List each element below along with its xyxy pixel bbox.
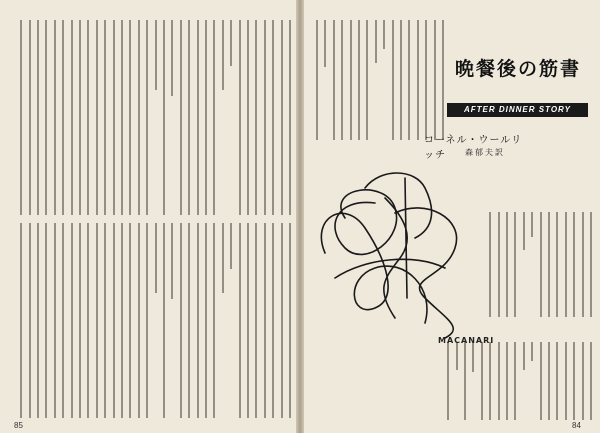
text-line	[247, 223, 249, 418]
text-line	[62, 223, 64, 418]
right-page-number: 84	[572, 421, 581, 430]
text-line	[400, 20, 402, 140]
text-line	[230, 223, 232, 269]
text-line	[121, 20, 123, 215]
text-line	[341, 20, 343, 140]
text-line	[222, 223, 224, 293]
text-line	[96, 223, 98, 418]
text-line	[155, 223, 157, 293]
text-line	[489, 212, 491, 317]
text-line	[506, 342, 508, 420]
text-line	[146, 223, 148, 418]
text-line	[434, 20, 436, 140]
right-page-lower-text-block	[444, 342, 594, 420]
text-line	[213, 223, 215, 418]
text-line	[45, 223, 47, 418]
text-line	[281, 20, 283, 215]
text-line	[129, 223, 131, 418]
text-line	[113, 20, 115, 215]
text-line	[523, 342, 525, 370]
text-line	[456, 342, 458, 370]
text-line	[392, 20, 394, 140]
text-line	[37, 223, 39, 418]
text-line	[548, 342, 550, 420]
line-drawing-illustration	[305, 158, 475, 343]
text-line	[565, 342, 567, 420]
text-line	[540, 342, 542, 420]
text-line	[20, 20, 22, 215]
text-line	[514, 212, 516, 317]
text-line	[188, 223, 190, 418]
text-line	[197, 223, 199, 418]
right-page-middle-text-block	[484, 212, 594, 317]
text-line	[481, 342, 483, 420]
text-line	[264, 223, 266, 418]
text-line	[71, 223, 73, 418]
text-line	[87, 223, 89, 418]
book-gutter	[296, 0, 304, 433]
text-line	[71, 20, 73, 215]
text-line	[442, 20, 444, 140]
text-line	[205, 20, 207, 215]
text-line	[565, 212, 567, 317]
text-line	[255, 20, 257, 215]
text-line	[540, 212, 542, 317]
text-line	[582, 342, 584, 420]
text-line	[255, 223, 257, 418]
text-line	[180, 20, 182, 215]
text-line	[155, 20, 157, 90]
text-line	[239, 223, 241, 418]
left-page	[0, 0, 296, 433]
text-line	[230, 20, 232, 66]
text-line	[146, 20, 148, 215]
text-line	[222, 20, 224, 90]
text-line	[29, 223, 31, 418]
text-line	[121, 223, 123, 418]
story-subtitle-english: AFTER DINNER STORY	[463, 105, 572, 114]
text-line	[590, 342, 592, 420]
text-line	[531, 342, 533, 361]
text-line	[425, 20, 427, 140]
text-line	[506, 212, 508, 317]
text-line	[205, 223, 207, 418]
author-name: コーネル・ウールリッチ	[424, 135, 523, 161]
text-line	[498, 342, 500, 420]
text-line	[62, 20, 64, 215]
text-line	[87, 20, 89, 215]
text-line	[489, 342, 491, 420]
text-line	[350, 20, 352, 140]
text-line	[556, 342, 558, 420]
text-line	[37, 20, 39, 215]
text-line	[247, 20, 249, 215]
text-line	[324, 20, 326, 67]
text-line	[54, 223, 56, 418]
text-line	[573, 342, 575, 420]
text-line	[447, 342, 449, 420]
text-line	[171, 20, 173, 96]
text-line	[531, 212, 533, 237]
text-line	[138, 20, 140, 215]
text-line	[213, 20, 215, 215]
text-line	[188, 20, 190, 215]
text-line	[383, 20, 385, 49]
text-line	[375, 20, 377, 63]
text-line	[316, 20, 318, 140]
text-line	[197, 20, 199, 215]
text-line	[498, 212, 500, 317]
text-line	[129, 20, 131, 215]
text-line	[548, 212, 550, 317]
story-title: 晩餐後の筋書	[454, 58, 581, 80]
text-line	[358, 20, 360, 140]
text-line	[366, 20, 368, 140]
text-line	[138, 223, 140, 418]
text-line	[113, 223, 115, 418]
text-line	[79, 20, 81, 215]
text-line	[264, 20, 266, 215]
text-line	[573, 212, 575, 317]
text-line	[289, 20, 291, 215]
text-line	[523, 212, 525, 250]
text-line	[163, 223, 165, 418]
text-line	[104, 223, 106, 418]
text-line	[556, 212, 558, 317]
text-line	[163, 20, 165, 215]
text-line	[29, 20, 31, 215]
text-line	[272, 223, 274, 418]
text-line	[171, 223, 173, 299]
text-line	[104, 20, 106, 215]
text-line	[333, 20, 335, 140]
text-line	[96, 20, 98, 215]
text-line	[417, 20, 419, 140]
text-line	[281, 223, 283, 418]
text-line	[180, 223, 182, 418]
text-line	[79, 223, 81, 418]
text-line	[239, 20, 241, 215]
text-line	[464, 342, 466, 420]
text-line	[582, 212, 584, 317]
left-page-lower-text-block	[18, 223, 293, 418]
text-line	[472, 342, 474, 372]
left-page-upper-text-block	[18, 20, 293, 215]
left-page-number: 85	[14, 421, 23, 430]
text-line	[272, 20, 274, 215]
translator-credit: 森郁夫訳	[465, 148, 505, 157]
text-line	[20, 223, 22, 418]
text-line	[45, 20, 47, 215]
text-line	[54, 20, 56, 215]
right-page-upper-text-block	[310, 20, 446, 140]
text-line	[289, 223, 291, 418]
text-line	[590, 212, 592, 317]
text-line	[514, 342, 516, 420]
illustrator-signature: MACANARI	[438, 336, 495, 345]
text-line	[408, 20, 410, 140]
